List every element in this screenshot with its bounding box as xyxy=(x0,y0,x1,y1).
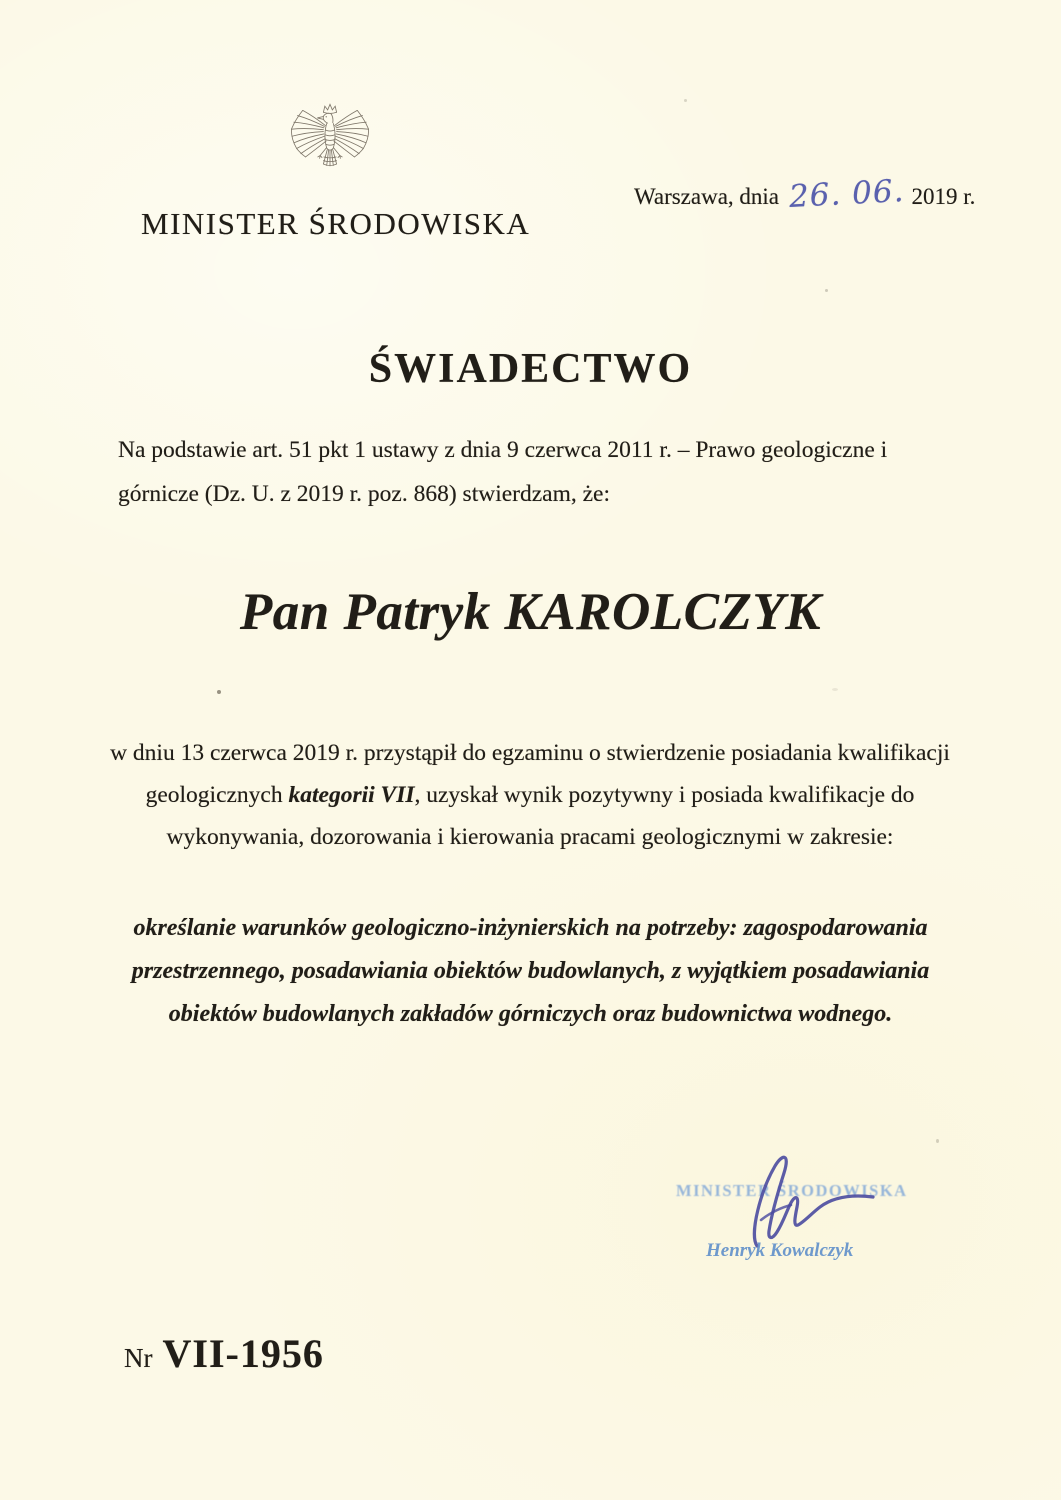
scan-speck xyxy=(825,289,828,292)
recipient-name: Pan Patryk KAROLCZYK xyxy=(239,583,822,641)
scan-speck xyxy=(832,688,838,691)
statement-intro-pre: w dniu 13 czerwca 2019 r. przystąpił do egzaminu o stwierdzenie posiadania kwalifikacji geologicznych xyxy=(110,740,950,808)
polish-eagle-emblem-icon xyxy=(283,101,377,200)
statement-paragraph xyxy=(105,732,955,858)
qualification-scope: określanie warunków geologiczno-inżynierskich na potrzeby: zagospodarowania przestrzennego, posadawiania obiektów budowlanych, z wyjątkiem posadawiania obiektów budowlanych zakładów górniczych oraz budownictwa wodnego. xyxy=(131,915,930,1027)
certificate-number-label: Nr xyxy=(124,1343,153,1373)
certificate-number-value: VII-1956 xyxy=(162,1331,324,1376)
handwritten-date: 26. 06. xyxy=(788,173,906,215)
scan-speck xyxy=(936,1139,939,1143)
scan-speck xyxy=(217,690,221,694)
dateline-year: 2019 r. xyxy=(911,184,976,209)
ministry-name: MINISTER ŚRODOWISKA xyxy=(141,206,531,241)
scan-speck xyxy=(684,99,687,102)
document-title: ŚWIADECTWO xyxy=(368,346,693,392)
minister-stamp-text: MINISTER ŚRODOWISKA xyxy=(676,1181,908,1200)
qualification-category: kategorii VII xyxy=(288,782,415,808)
dateline xyxy=(634,173,976,215)
statement-intro-post: , uzyskał wynik pozytywny i posiada kwalifikacje do wykonywania, dozorowania i kierowania pracami geologicznymi w zakresie: xyxy=(166,782,915,850)
certificate-number xyxy=(124,1330,324,1377)
dateline-prefix: Warszawa, dnia xyxy=(634,184,780,209)
signer-name-stamp: Henryk Kowalczyk xyxy=(706,1240,854,1261)
legal-basis-paragraph: Na podstawie art. 51 pkt 1 ustawy z dnia 9 czerwca 2011 r. – Prawo geologiczne i górnicze (Dz. U. z 2019 r. poz. 868) stwierdzam, że: xyxy=(118,436,888,507)
